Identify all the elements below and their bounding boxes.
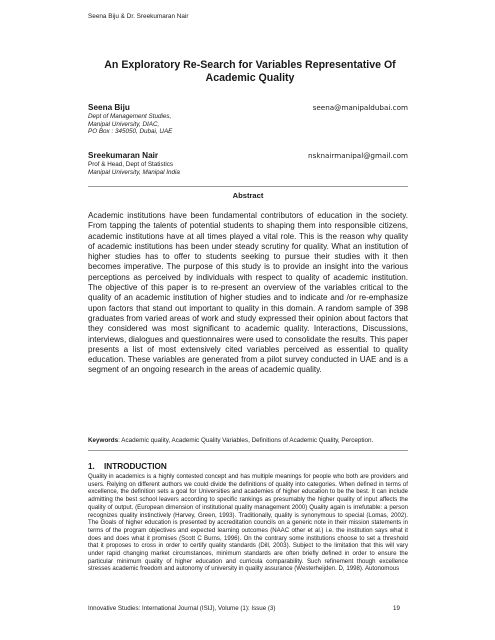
keywords-list: : Academic quality, Academic Quality Variables, Definitions of Academic Quality, Perception. (118, 437, 374, 444)
author-2-role: Prof & Head, Dept of Statistics (88, 161, 174, 168)
running-head: Seena Biju & Dr. Sreekumaran Nair (88, 13, 189, 20)
paper-title (100, 59, 400, 85)
author-2-affiliation-1: Manipal University, Manipal India (88, 168, 180, 176)
keywords (88, 437, 410, 444)
author-1-affiliation-1: Dept of Management Studies, (88, 113, 172, 120)
author-1-name: Seena Biju (88, 103, 130, 112)
section-title: INTRODUCTION (104, 462, 167, 471)
author-1-affiliation-2: Manipal University, DIAC, (88, 120, 160, 128)
introduction-text: Quality in academics is a highly contested concept and has multiple meanings for people who both are providers and users. Relying on different authors we could divide the definitions of quality into categories. When defined in terms of excellence, the definition sets a goal for Universities and academies of higher education to be the best. It can include admitting the best school leavers according to specific rankings as presumably the higher quality of input affects the quality of output. (European dimension of institutional quality management 2000) Quality again is irrefutable: a person recognizes quality instinctively (Harvey, Green, 1993). Traditionally, quality is synonymous to special (Lomas, 2002). The Goals of higher education is presented by accreditation councils on a generic note in their mission statements in terms of the program objectives and expected learning outcomes (NAAC other et al.) i.e. the institution says what it does and does what it promises (Scott C Burns, 1996). On the contrary some institutions choose to set a threshold that it proposes to cross in order to certify quality standards (Dill, 2003). Subject to the limitation that this will vary under rapid changing market circumstances, minimum standards are often briefly defined in order to ensure the particular minimum quality of higher education and curricula comparability. Such refinement though excellence stresses academic freedom and autonomy of university in quality assurance (Westerheijden. D, 1998). Autonomous (88, 473, 408, 573)
author-2-name: Sreekumaran Nair (88, 151, 159, 160)
keywords-label: Keywords (88, 437, 119, 444)
divider-rule (88, 186, 408, 187)
abstract-text: Academic institutions have been fundamental contributors of education in the society. From tapping the talents of potential students to shaping them into responsible citizens, academic institutions have at all times played a vital role. This is the reason why quality of academic institutions has been under steady scrutiny for quality. What an institution of higher studies has to offer to students seeking to pursue their studies with it then becomes imperative. The purpose of this study is to provide an insight into the various perceptions as perceived by individuals with respect to quality of academic institution. The objective of this paper is to re-present an overview of the variables critical to the quality of an academic institution of higher studies and to indicate and /or re-emphasize upon factors that stand out important to quality in this domain. A random sample of 398 graduates from varied areas of work and study expressed their opinion about factors that they considered was most significant to academic quality. Interactions, Discussions, interviews, dialogues and questionnaires were used to consolidate the results. This paper presents a list of most extensively cited variables perceived as essential to quality education. These variables are generated from a pilot survey conducted in UAE and is a segment of an ongoing research in the areas of academic quality. (88, 211, 408, 375)
abstract-heading: Abstract (232, 191, 264, 200)
footer-journal: Innovative Studies: International Journal (ISIJ), Volume (1): Issue (3) (88, 605, 276, 612)
divider-rule-2 (88, 450, 408, 451)
page-number: 19 (393, 605, 400, 612)
title-line-2: Academic Quality (205, 72, 295, 84)
section-number: 1. (88, 462, 95, 471)
author-1 (88, 103, 408, 136)
title-line-1: An Exploratory Re-Search for Variables Representative Of (104, 59, 396, 71)
author-1-affiliation-3: PO Box : 345050, Dubai, UAE (88, 128, 173, 136)
author-1-email: seena@manipaldubai.com (312, 103, 408, 112)
section-heading (88, 462, 167, 471)
author-2-email: nsknairmanipal@gmail.com (308, 151, 408, 160)
author-2 (88, 151, 408, 176)
